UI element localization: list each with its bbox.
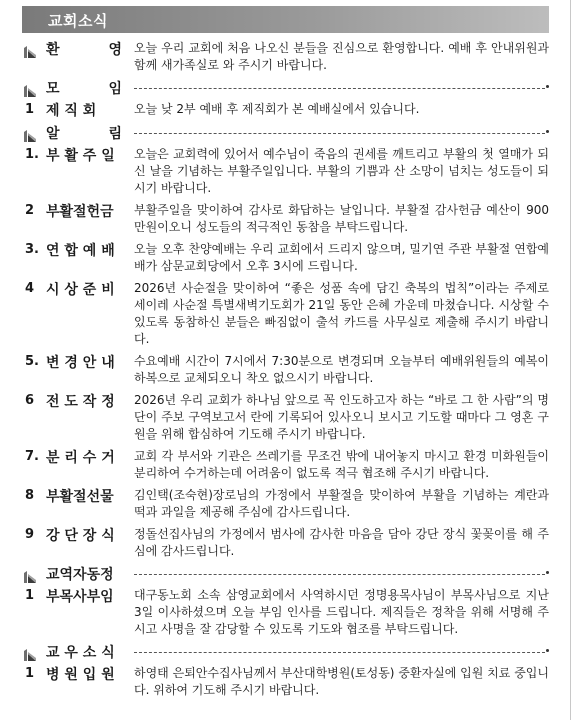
item-label-text: 제 직 회 bbox=[46, 102, 97, 119]
item-label bbox=[22, 391, 134, 410]
dashed-divider bbox=[134, 642, 545, 653]
item-text: 2026년 우리 교회가 하나님 앞으로 꼭 인도하고자 하는 “바로 그 한 사람”의 명단이 주보 구역보고서 란에 기록되어 있사오니 보시고 기도할 때마다 그 영혼 구원을 위해 합심하여 기도해 주시기 바랍니다. bbox=[134, 393, 549, 441]
item-number: 6 bbox=[25, 393, 35, 408]
item-label-text: 부활절헌금 bbox=[46, 203, 114, 220]
item-label bbox=[22, 39, 134, 58]
item-number: 5. bbox=[25, 354, 39, 369]
bullet-marker-icon bbox=[24, 43, 36, 55]
item-text: 오늘 낮 2부 예배 후 제직회가 본 예배실에서 있습니다. bbox=[134, 102, 420, 116]
item-label-text: 부활절선물 bbox=[46, 488, 114, 505]
news-item bbox=[22, 100, 549, 119]
label-char: 모 bbox=[46, 80, 60, 97]
item-label bbox=[22, 486, 134, 505]
item-number: 1 bbox=[25, 588, 35, 603]
item-label-text: 교 우 소 식 bbox=[46, 644, 115, 661]
item-number: 1 bbox=[25, 666, 35, 681]
item-label-text: 시 상 준 비 bbox=[46, 281, 115, 298]
dashed-divider bbox=[134, 123, 545, 134]
news-item bbox=[22, 564, 549, 583]
divider-end-dot bbox=[546, 130, 549, 133]
label-char: 환 bbox=[46, 41, 60, 58]
item-number: 8 bbox=[25, 488, 35, 503]
item-label-text: 연 합 예 배 bbox=[46, 242, 115, 259]
divider-end-dot bbox=[546, 85, 549, 88]
item-label bbox=[22, 240, 134, 259]
item-number: 7. bbox=[25, 449, 39, 464]
news-item bbox=[22, 279, 549, 348]
news-item bbox=[22, 123, 549, 142]
bullet-marker-icon bbox=[24, 568, 36, 580]
item-number: 4 bbox=[25, 281, 35, 296]
label-char: 임 bbox=[108, 80, 122, 97]
news-item bbox=[22, 525, 549, 560]
item-number: 2 bbox=[25, 203, 35, 218]
bullet-marker-icon bbox=[24, 127, 36, 139]
item-label bbox=[22, 586, 134, 605]
item-label bbox=[22, 352, 134, 371]
item-text: 2026년 사순절을 맞이하여 “좋은 성품 속에 담긴 축복의 법칙”이라는 주제로 세이레 사순절 특별새벽기도회가 21일 동안 은혜 가운데 마쳤습니다. 시상할 수 있도록 동참하신 분들은 빠짐없이 출석 카드를 사무실로 제출해 주시기 바랍니다. bbox=[134, 281, 549, 346]
item-label-text: 부목사부임 bbox=[46, 588, 114, 605]
label-char: 림 bbox=[108, 125, 122, 142]
item-label bbox=[22, 201, 134, 220]
item-label bbox=[22, 123, 134, 142]
bullet-marker-icon bbox=[24, 82, 36, 94]
item-label-text: 전 도 작 정 bbox=[46, 393, 115, 410]
item-text: 오늘 오후 찬양예배는 우리 교회에서 드리지 않으며, 밀기연 주관 부활절 연합예배가 삼문교회당에서 오후 3시에 드립니다. bbox=[134, 242, 549, 273]
item-label-text: 병 원 입 원 bbox=[46, 666, 115, 683]
news-item bbox=[22, 240, 549, 275]
news-item bbox=[22, 586, 549, 638]
item-label-text: 분 리 수 거 bbox=[46, 449, 115, 466]
item-text: 부활주일을 맞이하여 감사로 화답하는 날입니다. 부활절 감사헌금 예산이 900만원이오니 성도들의 적극적인 동참을 부탁드립니다. bbox=[134, 203, 549, 234]
item-label bbox=[22, 642, 134, 661]
item-label-text: 변 경 안 내 bbox=[46, 354, 115, 371]
item-label-text: 부 활 주 일 bbox=[46, 147, 115, 164]
item-label bbox=[22, 145, 134, 164]
bullet-marker-icon bbox=[24, 646, 36, 658]
item-number: 9 bbox=[25, 527, 35, 542]
dashed-divider bbox=[134, 78, 545, 89]
item-text: 오늘은 교회력에 있어서 예수님이 죽음의 권세를 깨트리고 부활의 첫 열매가 되신 날을 기념하는 부활주일입니다. 부활의 기쁨과 산 소망이 넘치는 성도들이 되시기 바랍니다. bbox=[134, 147, 549, 195]
news-item bbox=[22, 642, 549, 661]
news-item bbox=[22, 664, 549, 699]
news-item bbox=[22, 447, 549, 482]
news-item bbox=[22, 39, 549, 74]
item-label bbox=[22, 525, 134, 544]
item-text: 김인택(조숙현)장로님의 가정에서 부활절을 맞이하여 부활을 기념하는 계란과 떡과 과일을 제공해 주심에 감사드립니다. bbox=[134, 488, 549, 519]
item-label bbox=[22, 279, 134, 298]
item-label-text: 강 단 장 식 bbox=[46, 527, 115, 544]
item-label bbox=[22, 564, 134, 583]
divider-end-dot bbox=[546, 649, 549, 652]
item-text: 하영태 은퇴안수집사님께서 부산대학병원(토성동) 중환자실에 입원 치료 중입니다. 위하여 기도해 주시기 바랍니다. bbox=[134, 666, 549, 697]
item-label-text: 교역자동정 bbox=[46, 566, 114, 583]
item-text: 오늘 우리 교회에 처음 나오신 분들을 진심으로 환영합니다. 예배 후 안내위원과 함께 새가족실로 와 주시기 바랍니다. bbox=[134, 41, 549, 72]
news-item bbox=[22, 486, 549, 521]
news-item bbox=[22, 201, 549, 236]
label-char: 영 bbox=[108, 41, 122, 58]
item-number: 1 bbox=[25, 102, 35, 117]
item-label bbox=[22, 447, 134, 466]
news-item bbox=[22, 145, 549, 197]
item-text: 교회 각 부서와 기관은 쓰레기를 무조건 밖에 내어놓지 마시고 환경 미화원들이 분리하여 수거하는데 어려움이 없도록 적극 협조해 주시기 바랍니다. bbox=[134, 449, 549, 480]
item-label bbox=[22, 78, 134, 97]
section-title: 교회소식 bbox=[48, 12, 108, 30]
item-label bbox=[22, 100, 134, 119]
news-item bbox=[22, 78, 549, 97]
section-header-bar bbox=[22, 6, 549, 33]
item-text: 정돌선집사님의 가정에서 범사에 감사한 마음을 담아 강단 장식 꽃꽂이를 해 주심에 감사드립니다. bbox=[134, 527, 549, 558]
dashed-divider bbox=[134, 564, 545, 575]
item-text: 대구동노회 소속 삼영교회에서 사역하시던 정명용목사님이 부목사님으로 지난 3일 이사하셨으며 오늘 부임 인사를 드립니다. 제직들은 정착을 위해 서명해 주시고 사명을 잘 감당할 수 있도록 기도와 협조를 부탁드립니다. bbox=[134, 588, 549, 636]
item-label-text bbox=[46, 123, 122, 143]
item-number: 3. bbox=[25, 242, 39, 257]
divider-end-dot bbox=[546, 571, 549, 574]
news-list bbox=[22, 39, 549, 703]
label-char: 알 bbox=[46, 125, 60, 142]
item-label-text bbox=[46, 39, 122, 59]
item-number: 1. bbox=[25, 147, 39, 162]
item-label-text bbox=[46, 78, 122, 98]
item-text: 수요예배 시간이 7시에서 7:30분으로 변경되며 오늘부터 예배위원들의 예복이 하복으로 교체되오니 착오 없으시기 바랍니다. bbox=[134, 354, 549, 385]
news-item bbox=[22, 391, 549, 443]
news-item bbox=[22, 352, 549, 387]
item-label bbox=[22, 664, 134, 683]
